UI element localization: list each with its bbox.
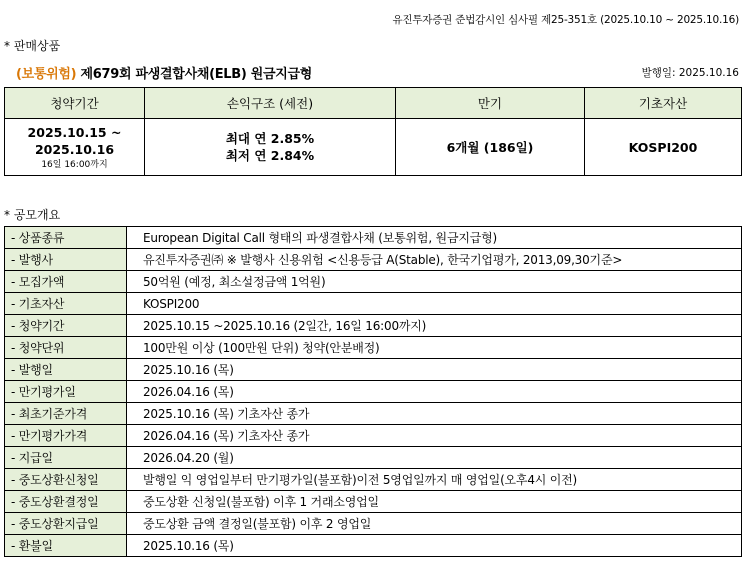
overview-row-label: - 만기평가가격 xyxy=(5,425,127,447)
overview-row-label: - 기초자산 xyxy=(5,293,127,315)
maturity-cell: 6개월 (186일) xyxy=(396,119,585,176)
overview-row xyxy=(5,249,742,271)
overview-row-label: - 청약단위 xyxy=(5,337,127,359)
overview-row-label: - 환불일 xyxy=(5,535,127,557)
overview-row-value: KOSPI200 xyxy=(127,293,742,315)
overview-row xyxy=(5,381,742,403)
overview-row-label: - 중도상환신청일 xyxy=(5,469,127,491)
overview-row-value: 2025.10.15 ~2025.10.16 (2일간, 16일 16:00까지) xyxy=(127,315,742,337)
overview-row xyxy=(5,513,742,535)
summary-table xyxy=(4,87,742,176)
overview-row-value: 발행일 익 영업일부터 만기평가일(불포함)이전 5영업일까지 매 영업일(오후4시 이전) xyxy=(127,469,742,491)
underlying-cell: KOSPI200 xyxy=(585,119,742,176)
overview-row-value: 2026.04.20 (월) xyxy=(127,447,742,469)
header-return-structure: 손익구조 (세전) xyxy=(145,88,396,119)
overview-row xyxy=(5,469,742,491)
overview-row-label: - 발행사 xyxy=(5,249,127,271)
summary-header-row xyxy=(5,88,742,119)
summary-value-row xyxy=(5,119,742,176)
overview-section-label: * 공모개요 xyxy=(4,208,61,222)
overview-row xyxy=(5,359,742,381)
overview-row-label: - 발행일 xyxy=(5,359,127,381)
overview-row-label: - 중도상환지급일 xyxy=(5,513,127,535)
issue-date: 발행일: 2025.10.16 xyxy=(641,67,739,79)
header-maturity: 만기 xyxy=(396,88,585,119)
overview-row-value: 2025.10.16 (목) xyxy=(127,535,742,557)
overview-row-label: - 상품종류 xyxy=(5,227,127,249)
overview-row xyxy=(5,227,742,249)
overview-row-label: - 중도상환결정일 xyxy=(5,491,127,513)
return-max: 최대 연 2.85% xyxy=(225,131,315,146)
overview-row-value: 100만원 이상 (100만원 단위) 청약(안분배정) xyxy=(127,337,742,359)
overview-row-label: - 지급일 xyxy=(5,447,127,469)
overview-row-value: 중도상환 신청일(불포함) 이후 1 거래소영업일 xyxy=(127,491,742,513)
product-name: 제679회 파생결합사채(ELB) 원금지급형 xyxy=(76,67,313,82)
overview-row xyxy=(5,403,742,425)
sales-section-label: * 판매상품 xyxy=(4,39,61,53)
subscription-period-cell xyxy=(5,119,145,176)
header-underlying: 기초자산 xyxy=(585,88,742,119)
overview-row-value: 50억원 (예정, 최소설정금액 1억원) xyxy=(127,271,742,293)
overview-row-label: - 최초기준가격 xyxy=(5,403,127,425)
overview-row-value: European Digital Call 형태의 파생결합사채 (보통위험, 원금지급형) xyxy=(127,227,742,249)
subscription-period-start: 2025.10.15 ~ xyxy=(27,124,122,140)
overview-row xyxy=(5,535,742,557)
audit-notice: 유진투자증권 준법감시인 심사필 제25-351호 (2025.10.10 ~ 2025.10.16) xyxy=(392,14,739,26)
overview-row-value: 2026.04.16 (목) xyxy=(127,381,742,403)
return-min: 최저 연 2.84% xyxy=(225,148,315,163)
overview-row xyxy=(5,271,742,293)
overview-row-value: 중도상환 금액 결정일(불포함) 이후 2 영업일 xyxy=(127,513,742,535)
overview-row xyxy=(5,491,742,513)
overview-row-value: 2026.04.16 (목) 기초자산 종가 xyxy=(127,425,742,447)
overview-row xyxy=(5,337,742,359)
risk-level-label: (보통위험) xyxy=(16,67,77,82)
overview-row-value: 2025.10.16 (목) xyxy=(127,359,742,381)
product-title xyxy=(16,63,312,82)
overview-row-label: - 만기평가일 xyxy=(5,381,127,403)
overview-row-value: 2025.10.16 (목) 기초자산 종가 xyxy=(127,403,742,425)
subscription-period-note: 16일 16:00까지 xyxy=(41,159,108,170)
subscription-period-end: 2025.10.16 xyxy=(34,141,115,157)
overview-row xyxy=(5,293,742,315)
overview-row xyxy=(5,447,742,469)
overview-row xyxy=(5,315,742,337)
overview-row-label: - 청약기간 xyxy=(5,315,127,337)
return-structure-cell xyxy=(145,119,396,176)
overview-row xyxy=(5,425,742,447)
overview-row-value: 유진투자증권㈜ ※ 발행사 신용위험 <신용등급 A(Stable), 한국기업평가, 2013,09,30기준> xyxy=(127,249,742,271)
header-subscription-period: 청약기간 xyxy=(5,88,145,119)
overview-table xyxy=(4,226,742,557)
overview-row-label: - 모집가액 xyxy=(5,271,127,293)
